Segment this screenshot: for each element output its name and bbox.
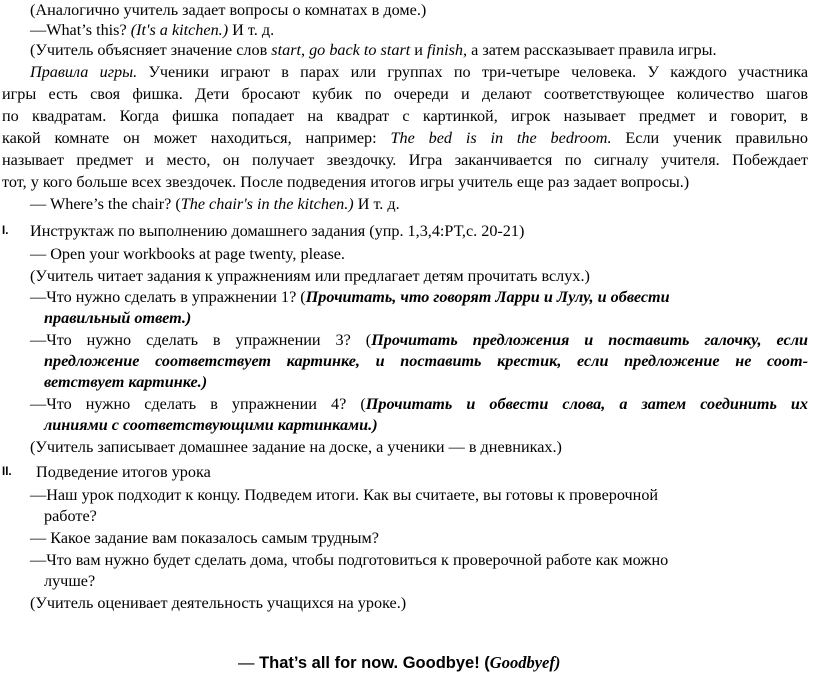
summary-line-1-cont: работе? xyxy=(44,507,97,525)
question-ex4: —Что нужно сделать в упражнении 4? (Прочитать и обвести слова, а затем соединить их xyxy=(30,395,809,413)
section-1-marker: I. xyxy=(2,225,9,237)
intro-line-7: какой комнате он может находиться, например: The bed is in the bedroom. Если ученик правильно xyxy=(2,129,808,147)
question-ex4-cont: линиями с соответствующими картинками.) xyxy=(44,416,378,434)
question-ex3: —Что нужно сделать в упражнении 3? (Прочитать предложения и поставить галочку, если xyxy=(30,331,808,349)
closing-line: — That’s all for now. Goodbye! (Goodbyef) xyxy=(238,653,561,672)
summary-line-1: —Наш урок подходит к концу. Подведем итоги. Как вы считаете, вы готовы к проверочной xyxy=(30,486,659,504)
section-2-title: Подведение итогов урока xyxy=(36,463,211,481)
teacher-evaluates-line: (Учитель оценивает деятельность учащихся на уроке.) xyxy=(30,594,407,612)
question-ex1: —Что нужно сделать в упражнении 1? (Прочитать, что говорят Ларри и Лулу, и обвести xyxy=(30,288,670,306)
homework-note: (Учитель записывает домашнее задание на доске, а ученики — в дневниках.) xyxy=(30,438,562,456)
intro-line-6: по квадратам. Когда фишка попадает на квадрат с картинкой, игрок называет предмет и говорит, в xyxy=(2,107,808,125)
intro-line-3: (Учитель объясняет значение слов start, go back to start и finish, а затем рассказывает правила игры. xyxy=(30,41,717,59)
teacher-reads-line: (Учитель читает задания к упражнениям или предлагает детям прочитать вслух.) xyxy=(30,267,590,285)
section-2-marker: II. xyxy=(2,466,12,478)
open-workbooks-line: — Open your workbooks at page twenty, please. xyxy=(30,245,345,263)
summary-line-3-cont: лучше? xyxy=(44,572,96,590)
summary-line-2: — Какое задание вам показалось самым трудным? xyxy=(30,529,379,547)
intro-line-5: игры есть своя фишка. Дети бросают кубик по очереди и делают соответствующее количество шагов xyxy=(2,85,808,103)
summary-line-3: —Что вам нужно будет сделать дома, чтобы подготовиться к проверочной работе как можно xyxy=(30,551,669,569)
intro-line-9: тот, у кого больше всех звездочек. После подведения итогов игры учитель еще раз задает вопросы.) xyxy=(2,173,690,191)
question-ex1-cont: правильный ответ.) xyxy=(44,309,192,327)
intro-line-2: —What’s this? (It's a kitchen.) И т. д. xyxy=(30,21,275,39)
question-ex3-cont-2: ветствует картинке.) xyxy=(44,373,208,391)
section-1-title: Инструктаж по выполнению домашнего задания (упр. 1,3,4:РТ,с. 20-21) xyxy=(30,222,525,240)
intro-line-1: (Аналогично учитель задает вопросы о комнатах в доме.) xyxy=(30,1,427,19)
intro-line-10: — Where’s the chair? (The chair's in the kitchen.) И т. д. xyxy=(30,195,400,213)
intro-line-8: называет предмет и место, он получает звездочку. Игра заканчивается по сигналу учителя. Побеждает xyxy=(2,151,808,169)
question-ex3-cont: предложение соответствует картинке, и поставить крестик, если предложение не соот- xyxy=(44,352,808,370)
intro-line-4: Правила игры. Ученики играют в парах или группах по три-четыре человека. У каждого участника xyxy=(30,63,809,81)
